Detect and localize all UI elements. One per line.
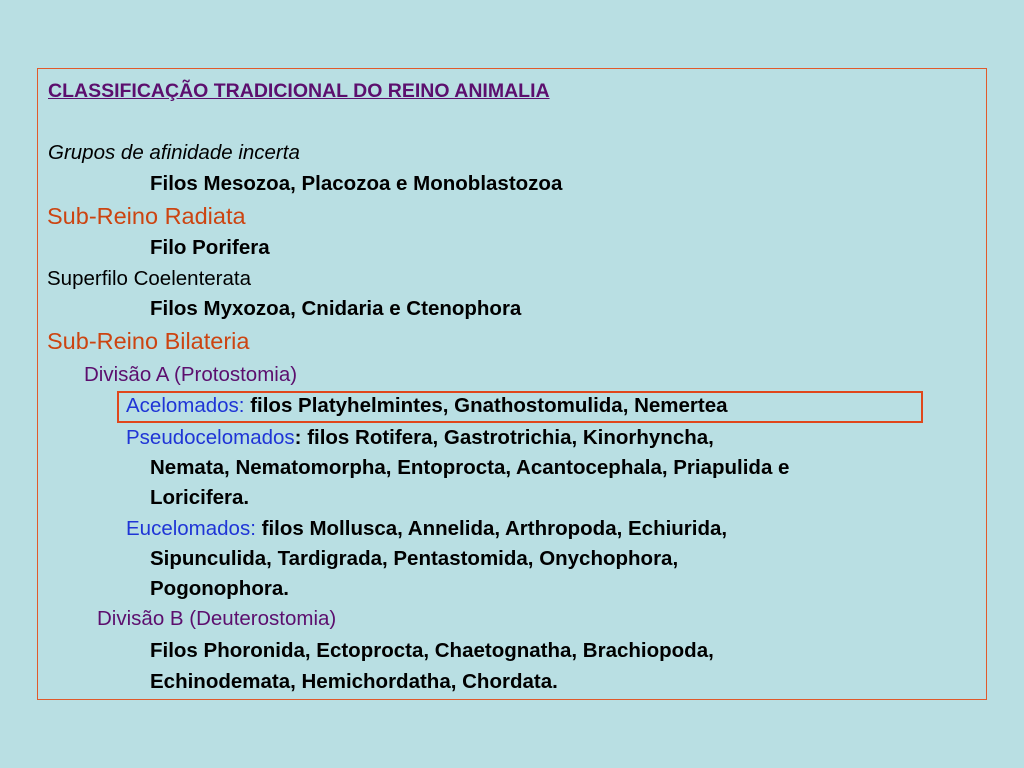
grupos-incerta-heading: Grupos de afinidade incerta <box>48 141 300 164</box>
divisao-b-heading: Divisão B (Deuterostomia) <box>97 607 337 630</box>
radiata-filo: Filo Porifera <box>150 236 270 259</box>
acelomados-filos: filos Platyhelmintes, Gnathostomulida, Nemertea <box>250 394 728 417</box>
eucelomados-filos-cont: Sipunculida, Tardigrada, Pentastomida, Onychophora, <box>150 547 679 570</box>
coelenterata-heading: Superfilo Coelenterata <box>47 267 251 290</box>
grupos-incerta-filos: Filos Mesozoa, Placozoa e Monoblastozoa <box>150 172 563 195</box>
eucelomados-line <box>126 519 727 540</box>
eucelomados-label: Eucelomados: <box>126 517 256 540</box>
page-title: CLASSIFICAÇÃO TRADICIONAL DO REINO ANIMALIA <box>48 80 550 102</box>
pseudocelomados-label: Pseudocelomados <box>126 426 295 449</box>
coelenterata-filos: Filos Myxozoa, Cnidaria e Ctenophora <box>150 297 522 320</box>
divisao-b-filos: Filos Phoronida, Ectoprocta, Chaetognatha, Brachiopoda, <box>150 639 714 662</box>
pseudocelomados-filos: : filos Rotifera, Gastrotrichia, Kinorhyncha, <box>294 426 714 449</box>
pseudocelomados-filos-end: Loricifera. <box>150 486 250 509</box>
divisao-b-filos-cont: Echinodemata, Hemichordatha, Chordata. <box>150 670 558 693</box>
acelomados-label: Acelomados: <box>126 394 245 417</box>
radiata-heading: Sub-Reino Radiata <box>47 203 246 229</box>
pseudocelomados-filos-cont: Nemata, Nematomorpha, Entoprocta, Acantocephala, Priapulida e <box>150 456 790 479</box>
divisao-a-heading: Divisão A (Protostomia) <box>84 363 298 386</box>
acelomados-line <box>126 396 728 417</box>
pseudocelomados-line <box>126 428 714 449</box>
bilateria-heading: Sub-Reino Bilateria <box>47 328 250 354</box>
eucelomados-filos-end: Pogonophora. <box>150 577 289 600</box>
eucelomados-filos: filos Mollusca, Annelida, Arthropoda, Echiurida, <box>261 517 728 540</box>
